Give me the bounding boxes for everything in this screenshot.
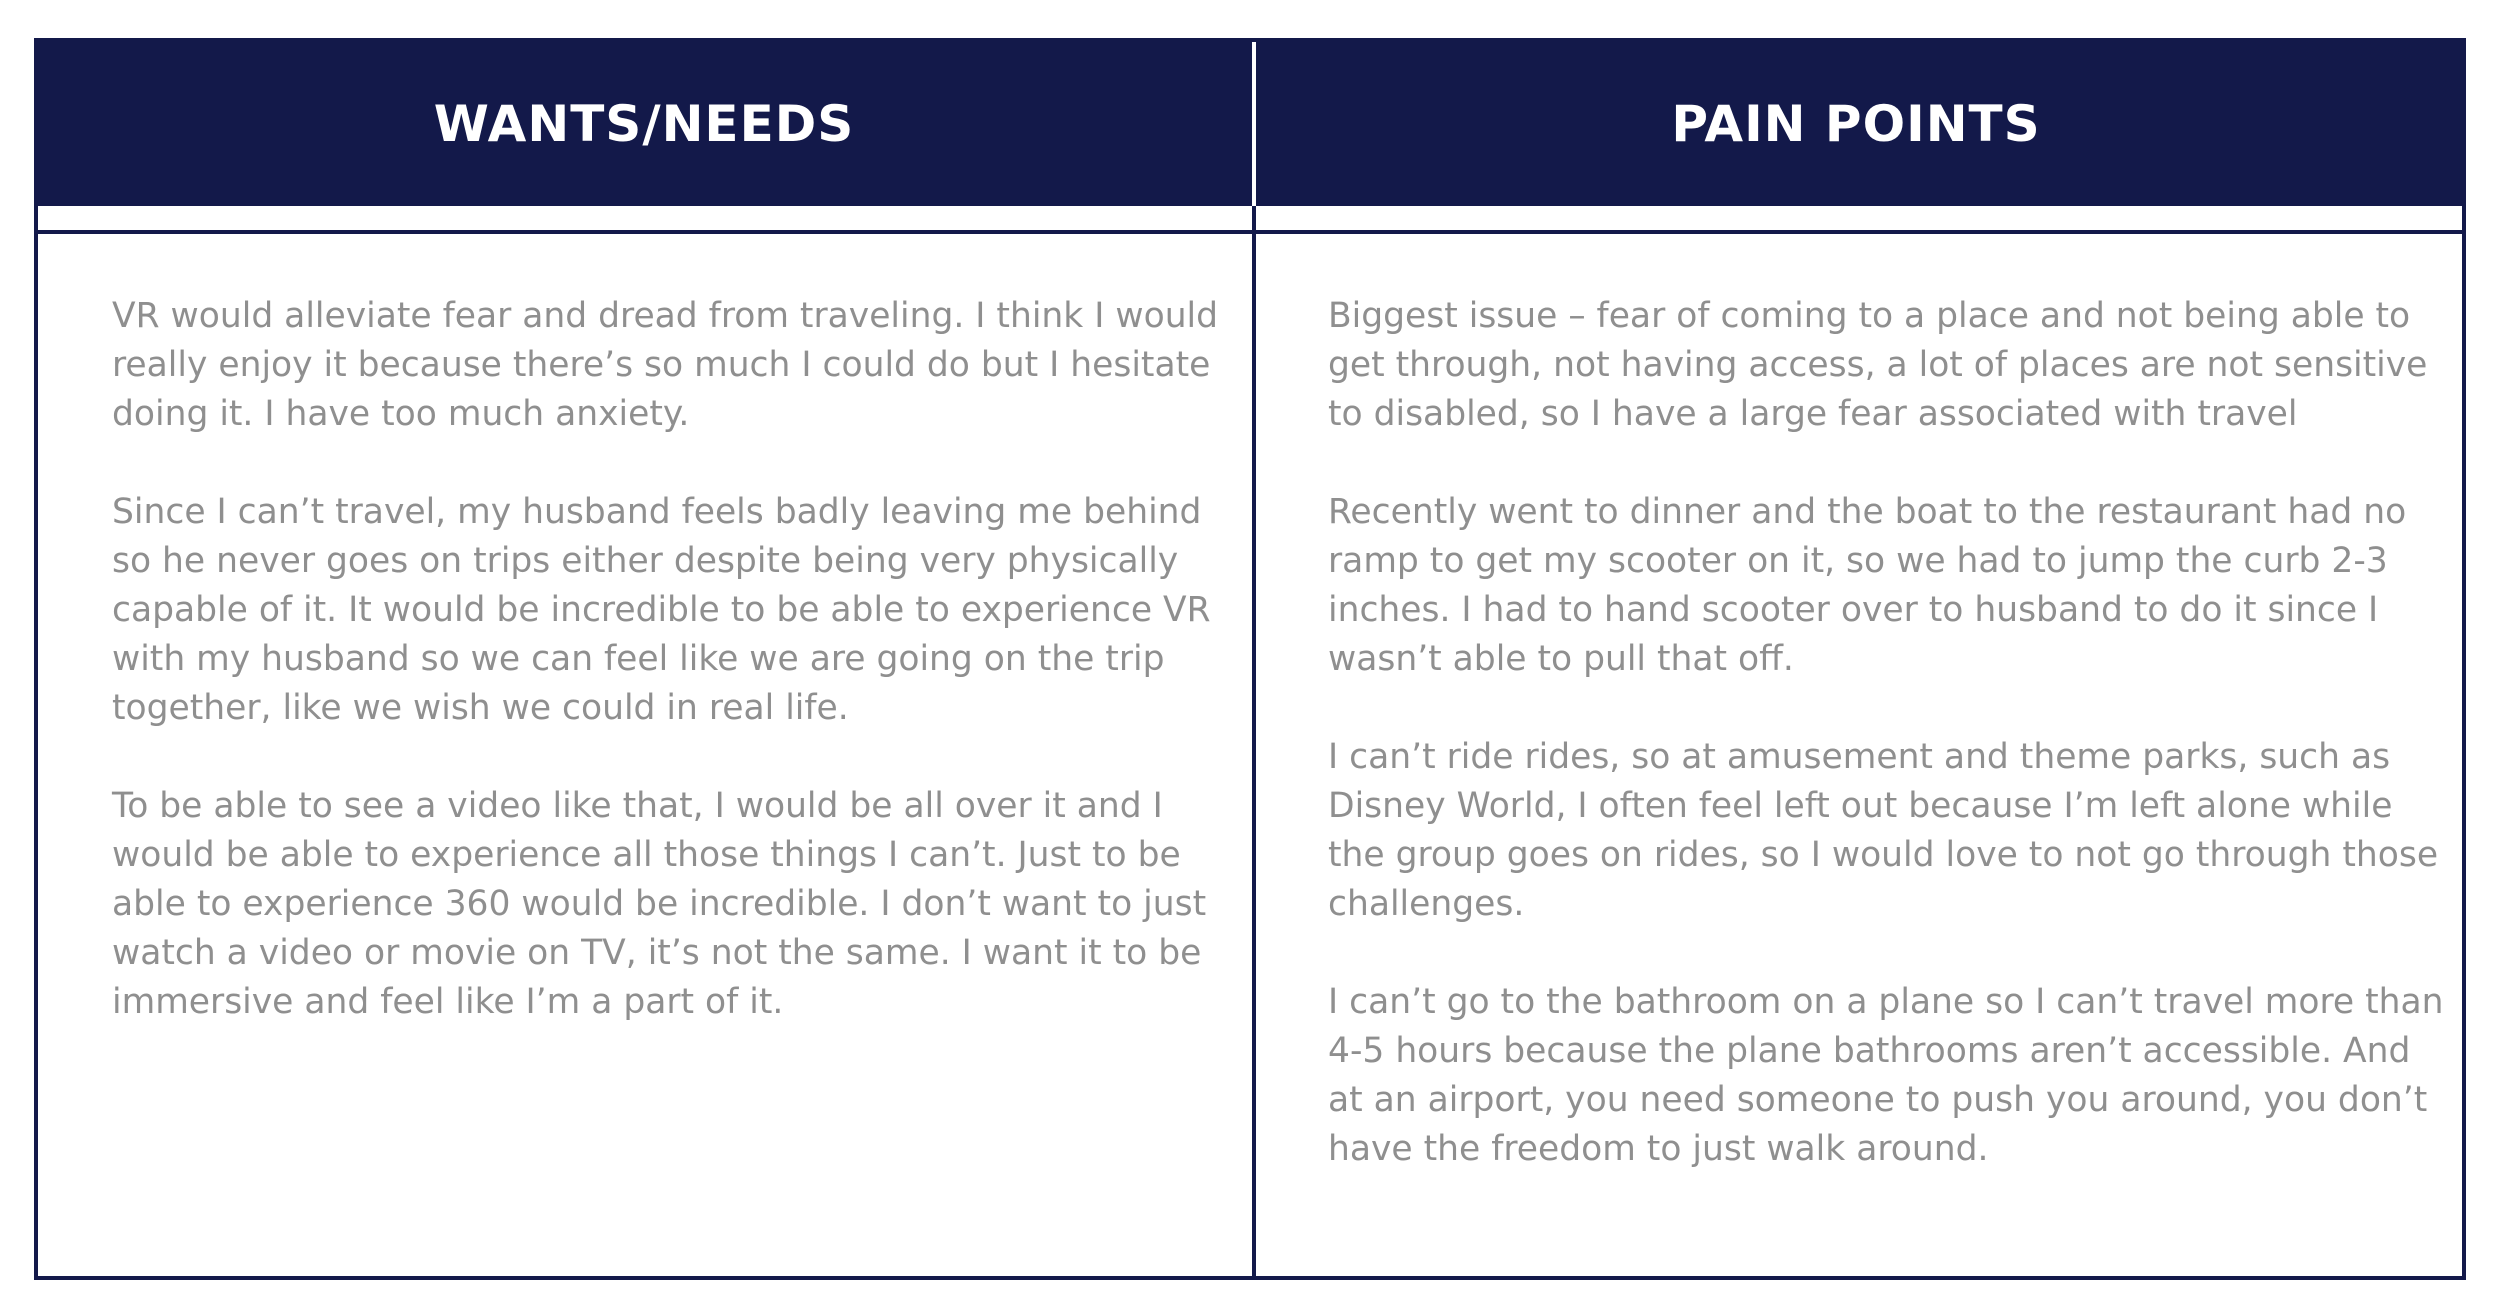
pain-points-paragraph: I can’t go to the bathroom on a plane so I can’t travel more than 4-5 hours because the plane bathrooms aren’t accessible. And at an airport, you need someone to push you around, you don’t have the freedom to just walk around. bbox=[1328, 982, 2444, 1169]
header-divider bbox=[1252, 42, 1256, 206]
wants-needs-column bbox=[112, 292, 1232, 1076]
wants-needs-paragraph: VR would alleviate fear and dread from traveling. I think I would really enjoy it because there’s so much I could do but I hesitate doing it. I have too much anxiety. bbox=[112, 296, 1219, 434]
header-wants-needs: WANTS/NEEDS bbox=[433, 95, 855, 153]
header-row bbox=[38, 42, 2462, 206]
pain-points-paragraph: I can’t ride rides, so at amusement and theme parks, such as Disney World, I often feel left out because I’m left alone while the group goes on rides, so I would love to not go through those challenges. bbox=[1328, 737, 2439, 924]
pain-points-paragraph: Biggest issue – fear of coming to a place and not being able to get through, not having access, a lot of places are not sensitive to disabled, so I have a large fear associated with travel bbox=[1328, 296, 2428, 434]
wants-needs-paragraph: Since I can’t travel, my husband feels badly leaving me behind so he never goes on trips either despite being very physically capable of it. It would be incredible to be able to experience VR with my husband so we can feel like we are going on the trip together, like we wish we could in real life. bbox=[112, 492, 1211, 728]
research-table bbox=[34, 38, 2466, 1280]
column-divider bbox=[1252, 206, 1256, 1276]
wants-needs-paragraph: To be able to see a video like that, I would be all over it and I would be able to experience all those things I can’t. Just to be able to experience 360 would be incredible. I don’t want to just watch a video or movie on TV, it’s not the same. I want it to be immersive and feel like I’m a part of it. bbox=[112, 786, 1207, 1022]
header-bottom-rule bbox=[38, 230, 2462, 234]
pain-points-paragraph: Recently went to dinner and the boat to the restaurant had no ramp to get my scooter on it, so we had to jump the curb 2-3 inches. I had to hand scooter over to husband to do it since I wasn’t able to pull that off. bbox=[1328, 492, 2407, 679]
header-pain-points: PAIN POINTS bbox=[1671, 95, 2041, 153]
pain-points-column bbox=[1328, 292, 2453, 1223]
